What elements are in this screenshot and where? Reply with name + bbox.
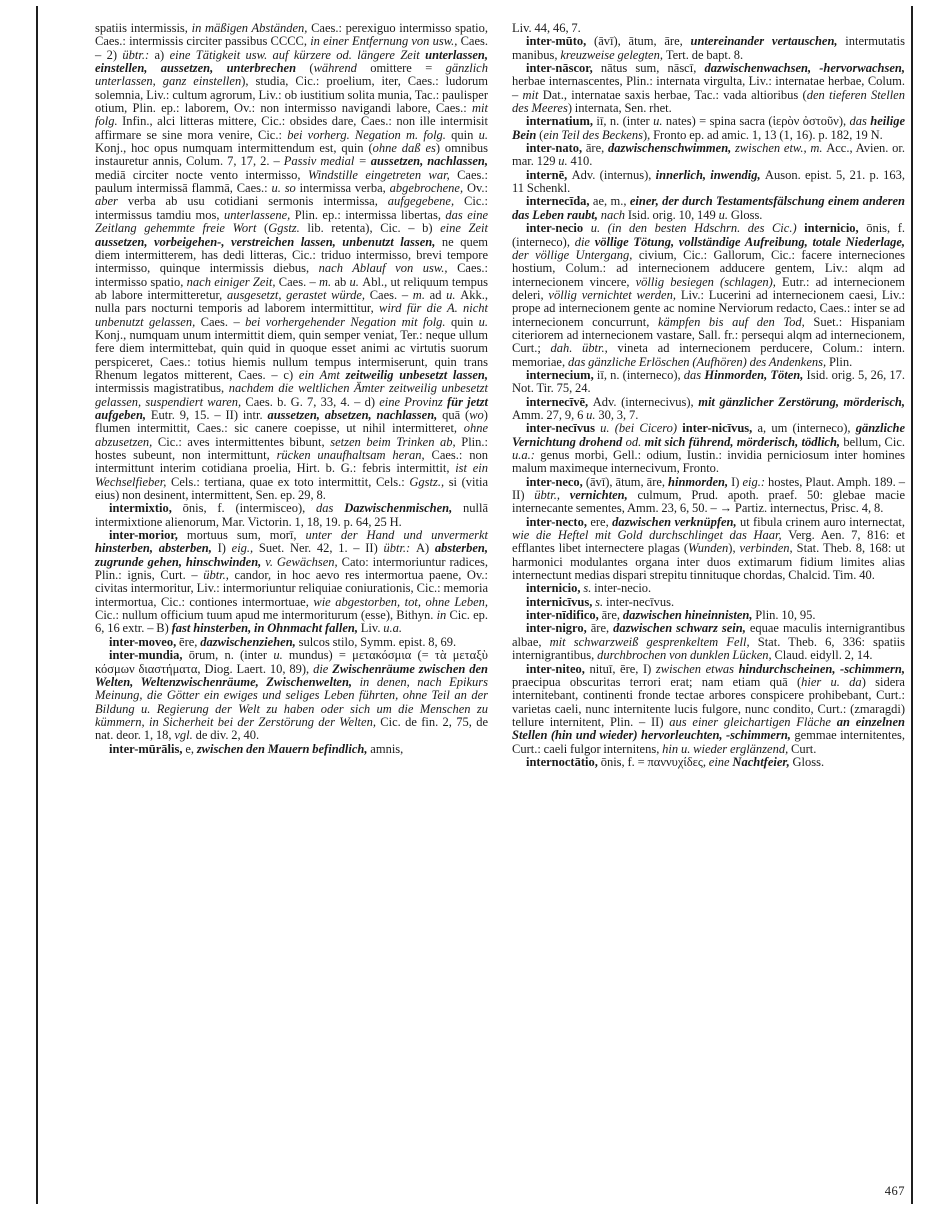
text-segment: ae, m., xyxy=(592,194,630,209)
entry-inter-niteo xyxy=(512,663,905,756)
text-segment: Gloss. xyxy=(730,207,763,222)
headword: inter-nigro, xyxy=(526,621,591,636)
text-segment: ), xyxy=(728,541,740,556)
headword: inter-morior, xyxy=(109,528,187,543)
text-segment: spatiis intermissis, xyxy=(95,21,192,35)
text-segment: s. xyxy=(583,581,595,596)
headword: inter-necīvus xyxy=(526,421,601,436)
text-segment: nach Ablauf von usw., xyxy=(318,261,458,276)
text-segment: völlige Tötung, vollständige Aufreibung, totale Niederlage, xyxy=(594,234,905,249)
text-segment: eine Tätigkeit usw. auf kürzere od. längere Zeit xyxy=(169,47,426,62)
text-segment: ( xyxy=(264,221,269,236)
text-segment: in xyxy=(436,608,450,623)
headword: inter-moveo, xyxy=(109,634,180,649)
text-segment: Amm. 27, 9, 6 xyxy=(512,407,587,422)
text-segment: u. xyxy=(586,407,599,422)
text-segment: āre, xyxy=(601,608,623,623)
entry-internecida xyxy=(512,195,905,222)
text-segment: völlig besiegen (schlagen), xyxy=(635,274,783,289)
text-segment: heilige Bein xyxy=(512,114,905,142)
text-segment: hindurchscheinen, -schimmern, xyxy=(738,661,905,676)
text-segment: durchbrochen von dunklen Lücken, xyxy=(597,648,775,663)
text-segment: das eine Zeitlang gehemmte freie Wort xyxy=(95,207,489,236)
text-segment: de div. 2, 40. xyxy=(195,728,260,743)
text-segment: aussetzen, vorbeigehen-, verstreichen lassen, unbenutzt lassen, xyxy=(95,234,442,249)
text-segment: ōnis, f. (interneco), xyxy=(512,221,905,249)
text-segment: u. xyxy=(446,287,461,302)
text-segment: Claud. eidyll. 2, 14. xyxy=(774,648,873,663)
text-segment: an einzelnen Stellen (hin und wieder) hervorleuchten, -schimmern, xyxy=(512,714,906,743)
headword: inter-nato, xyxy=(526,141,586,156)
text-segment: Caes. – xyxy=(200,314,246,329)
text-segment: übtr., xyxy=(534,488,570,503)
text-segment: wie die Heftel mit Gold durchschlinget das Haar, xyxy=(512,528,789,543)
text-segment: zwischen etw., m. xyxy=(735,141,827,156)
text-segment: ein Teil des Beckens xyxy=(543,127,643,142)
text-segment: od. xyxy=(625,434,645,449)
text-segment: gänzliche Vernichtung drohend xyxy=(512,421,905,449)
text-segment: ere, xyxy=(590,514,613,529)
text-segment: Stat. Theb. 8, 168: ut harmonici modulantes organa inter duos extimarum fidium limites alias internectunt medias dispari strepitu tinnituque chordas, Chalcid. Tim. 40. xyxy=(512,541,906,583)
entry-inter-muralis xyxy=(95,743,488,756)
text-segment: mit folg. xyxy=(95,101,488,129)
text-segment: nituī, ēre, I) xyxy=(589,661,656,676)
text-segment: u. so xyxy=(271,181,300,196)
text-segment: die xyxy=(574,234,595,249)
text-segment: s. xyxy=(595,594,606,609)
text-segment: amnis, xyxy=(370,741,404,756)
text-segment: hinmorden, xyxy=(668,474,732,489)
text-segment: mundus) = μετακόσμια (= τὰ μεταξὺ κόσμων διαστήματα, Diog. Laert. 10, 89), xyxy=(95,648,488,676)
text-segment: ein Amt xyxy=(298,367,346,382)
text-segment: Eutr. 9, 15. – II) intr. xyxy=(150,407,268,422)
text-segment: intermutatis manibus, xyxy=(512,34,906,62)
text-segment: intermissis magistratibus, xyxy=(95,381,229,396)
text-segment: ) flumen intermittit, Caes.: sic canere coepisse, ut nihil intermitteret, xyxy=(95,407,488,436)
text-segment: Adv. (internus), xyxy=(571,167,656,182)
text-segment: Dat., internatae saxis herbae, Tac.: vada altioribus ( xyxy=(542,87,807,102)
text-segment: bei vorhergehender Negation mit folg. xyxy=(245,314,451,329)
text-segment: Hinmorden, Töten, xyxy=(704,367,807,382)
text-segment: Caes. b. G. 7, 33, 4. – d) xyxy=(245,394,380,409)
text-segment: āre, xyxy=(585,141,608,156)
text-segment: Windstille eingetreten war, xyxy=(307,167,458,182)
text-segment: nullā intermixtione alienorum, Mar. Victorin. 1, 18, 19. p. 64, 25 H. xyxy=(95,501,488,529)
text-segment: v. Gewächsen, xyxy=(265,554,342,569)
text-segment: Caes. – 2) xyxy=(95,34,488,62)
text-segment: Abl., ut reliquum tempus ab labore intermitteretur, xyxy=(95,274,489,302)
text-segment: herbae internascentes, Plin.: internata virgulta, Liv.: internatae herbae, Colum. – xyxy=(512,74,905,102)
text-segment: kämpfen bis auf den Tod, xyxy=(657,314,814,329)
text-segment: equae maculis internigrantibus albae, xyxy=(512,621,905,649)
text-segment: Cic.: nullum officium tuum apud me intermoriturum (esse), Bithyn. xyxy=(95,608,437,623)
text-segment: kreuzweise gelegten, xyxy=(560,47,666,62)
text-segment: nach xyxy=(600,207,628,222)
text-segment: mortuus sum, morī, xyxy=(186,528,306,543)
text-segment: genus morbi, Gell.: odium, Iustin.: invidia perniciosum inter homines malum maximeque internecivum, Fronto. xyxy=(512,448,905,476)
text-segment: u. xyxy=(558,154,571,169)
text-segment: vernichten, xyxy=(569,488,638,503)
text-segment: Plin.: hostes subeunt, non intermittunt, xyxy=(95,434,488,462)
text-segment: dazwischen schwarz sein, xyxy=(613,621,750,636)
entry-inter-nidifico xyxy=(512,609,905,622)
text-segment: Liv. 44, 46, 7. xyxy=(512,21,581,35)
text-segment: omittere = xyxy=(370,61,446,76)
text-segment: u. xyxy=(478,127,488,142)
text-segment: Caes.: intermisso spatio, xyxy=(95,261,488,289)
text-segment: mediā circiter nocte vento intermisso, xyxy=(95,167,308,182)
text-segment: dazwischenziehen, xyxy=(200,634,299,649)
text-segment: Verg. Aen. 7, 816: et efflantes libet internectere plagas ( xyxy=(512,528,905,556)
text-segment: Caes.: non intermittunt interim cotidiana proelia, Hirt. b. G.: febris intermittit, xyxy=(95,448,488,476)
text-segment: Akk., nulla pars nocturni temporis ad laborem intermittitur, xyxy=(95,287,489,316)
text-segment: zeitweilig unbesetzt lassen, xyxy=(345,367,488,382)
text-columns xyxy=(95,22,905,769)
text-column-right xyxy=(512,22,905,769)
text-segment: innerlich, inwendig, xyxy=(655,167,765,182)
entry-inter-muto xyxy=(512,35,905,62)
text-segment: hier u. da xyxy=(801,674,862,689)
headword: inter-nāscor, xyxy=(526,61,601,76)
entry-inter-necivus xyxy=(512,422,905,475)
text-segment: Zwischenräume zwischen den Welten, Weltenzwischenräume, Zwischenwelten, xyxy=(95,661,488,689)
text-segment: sulcos stilo, Symm. epist. 8, 69. xyxy=(298,634,457,649)
text-segment: das xyxy=(683,367,705,382)
text-segment: Dazwischenmischen, xyxy=(344,501,463,516)
text-segment: aber xyxy=(95,194,128,209)
text-segment: das gänzliche Erlöschen (Aufhören) des Andenkens, xyxy=(567,354,829,369)
text-segment: dazwischenschwimmen, xyxy=(608,141,736,156)
text-segment: a, um (interneco), xyxy=(757,421,856,436)
text-segment: a) xyxy=(154,47,170,62)
text-segment: culmum, Prud. apoth. praef. 50: glebae macie internecante sementes, Amm. 23, 6, 50. – → Partiz. internectus, Prisc. 4, 8. xyxy=(512,488,905,516)
text-segment: civium, Cic.: Gallorum, Cic.: facere interneciones hostium, Colum.: ad internecionem adducere gentem, Liv.: alqm ad internecionem vincere, xyxy=(512,247,905,289)
text-segment: Ov.: xyxy=(466,181,489,196)
text-segment: Nachtfeier, xyxy=(732,754,793,769)
text-segment: Isid. orig. 10, 149 xyxy=(627,207,719,222)
text-segment: ōnis, f. = παννυχίδες, xyxy=(600,754,709,769)
text-segment: quin xyxy=(451,127,479,142)
text-segment: wo xyxy=(469,407,484,422)
text-segment: Acc., Avien. or. mar. 129 xyxy=(512,141,905,169)
text-segment: Cic. de fin. 2, 75, de nat. deor. 1, 18, xyxy=(95,714,489,743)
text-segment: u. xyxy=(478,314,488,329)
text-segment: völlig vernichtet werden, xyxy=(548,287,681,302)
entry-internoctatio xyxy=(512,756,905,769)
text-segment: das xyxy=(849,114,871,129)
text-segment: fast hinsterben, in Ohnmacht fallen, xyxy=(171,621,361,636)
text-segment: Liv. xyxy=(360,621,384,636)
text-segment: nātus sum, nāscī, xyxy=(600,61,705,76)
text-segment: Isid. orig. 5, 26, 17. Not. Tir. 75, 24. xyxy=(512,367,905,396)
text-segment: in einer Entfernung von usw., xyxy=(310,34,461,49)
text-segment: Gloss. xyxy=(792,754,825,769)
text-segment: Wunden xyxy=(688,541,729,556)
headword: inter-mundia, xyxy=(109,648,189,663)
text-segment: Suet. Ner. 42, 1. – II) xyxy=(258,541,384,556)
headword: inter-nicīvus, xyxy=(682,421,758,436)
text-segment: nach einiger Zeit, xyxy=(186,274,279,289)
text-segment: Cic.: aves intermittentes bibunt, xyxy=(157,434,331,449)
text-segment: den tieferen Stellen des Meeres xyxy=(512,87,905,116)
text-segment: 30, 3, 7. xyxy=(598,407,639,422)
text-segment: rücken unaufhaltsam heran, xyxy=(276,448,432,462)
text-segment: Caes. – xyxy=(278,274,320,289)
headword: inter-necio xyxy=(526,221,591,236)
text-segment: aussetzen, nachlassen, xyxy=(370,154,488,169)
text-segment: ad xyxy=(429,287,447,302)
text-segment: ), studia, Cic.: proelium, iter, Caes.: ludorum solemnia, Liv.: cultum agrorum, Liv.: ob iustitium solita munia, Tac.: paulisper otium, Plin. ep.: laborem, Ov.: non intermisso navigandi labore, Caes.: xyxy=(95,74,488,116)
entry-intermitto-continued xyxy=(95,22,488,502)
text-segment: u. xyxy=(653,114,666,129)
text-segment: absterben, zugrunde gehen, hinschwinden, xyxy=(95,541,488,569)
entry-inter-neco xyxy=(512,476,905,516)
text-segment: gemmae internitentes, Curt.: caeli fulgor internitens, xyxy=(512,728,905,756)
text-segment: Infin., alci litteras mittere, Cic.: obsides dare, Caes.: non ille intermisit affirmare se sine mora venire, Cic.: xyxy=(95,114,488,142)
text-segment: A) xyxy=(415,541,435,556)
entry-internicio xyxy=(512,582,905,595)
text-segment: Cels.: tertiana, quae ex toto intermittit, Cels.: xyxy=(171,474,410,489)
text-segment: ) internata, Sen. rhet. xyxy=(567,101,672,116)
text-segment: Ggstz. xyxy=(268,221,308,236)
text-segment: ut fibula crinem auro internectat, xyxy=(739,514,906,529)
entry-inter-necio xyxy=(512,222,905,369)
text-segment: hin u. wieder erglänzend, xyxy=(662,741,792,756)
text-segment: u. xyxy=(349,274,363,289)
page-number: 467 xyxy=(884,1184,905,1198)
text-column-left xyxy=(95,22,488,769)
text-segment: wird für die A. nicht unbenutzt gelassen, xyxy=(95,301,488,329)
headword: inter-mūto, xyxy=(526,34,595,49)
text-segment: Cic.: intermissus tamdiu mos, xyxy=(95,194,488,222)
entry-inter-necto xyxy=(512,516,905,583)
text-segment: u.a.: xyxy=(512,448,541,462)
text-segment: candor, in hoc aevo res intermortua paene, Ov.: civitas intermoritur, Liv.: intermoriuntur reliquiae coniurationis, Cic.: memoria intermortua, Cic.: contiones intermortuae, xyxy=(95,568,488,609)
text-segment: u. xyxy=(273,648,289,663)
page-edge-rule-left xyxy=(36,6,38,1204)
text-segment: eig., xyxy=(231,541,259,556)
text-segment: für jetzt aufgeben, xyxy=(95,394,488,422)
entry-inter-morior xyxy=(95,529,488,636)
text-segment: ne quem diem intermitterem, has dedi litteras, Cic.: triduo intermisso, brevi tempore intermisso, quinque intermissis diebus, xyxy=(95,234,488,276)
text-segment: mit sich führend, mörderisch, tödlich, xyxy=(644,434,844,449)
text-segment: Plin. ep.: intermissa libertas, xyxy=(294,207,446,222)
text-segment: übtr.: xyxy=(383,541,416,556)
text-segment: ōrum, n. (inter xyxy=(188,648,274,663)
headword: internoctātio, xyxy=(526,754,601,769)
text-segment: eine xyxy=(708,754,733,769)
text-segment: Plin. 10, 95. xyxy=(755,608,816,623)
text-segment: ), Fronto ep. ad amic. 1, 13 (1, 16). p. 182, 19 N. xyxy=(642,127,883,142)
text-segment: in mäßigen Abständen, xyxy=(191,21,312,35)
text-segment: si (vitia eius) non desinent, intermittent, Sen. ep. 29, 8. xyxy=(95,474,488,503)
text-segment: abgebrochene, xyxy=(389,181,467,196)
text-segment: u. (bei Cicero) xyxy=(600,421,683,436)
headword: intermixtio, xyxy=(109,501,183,516)
headword: inter-necto, xyxy=(526,514,591,529)
text-segment: zwischen den Mauern befindlich, xyxy=(196,741,371,756)
text-segment: I) xyxy=(217,541,232,556)
text-segment: dah. übtr., xyxy=(550,341,618,356)
entry-interne xyxy=(512,169,905,196)
text-segment: u. xyxy=(718,207,731,222)
headword: inter-mūrālis, xyxy=(109,741,186,756)
text-segment: Caes.: perexiguo intermisso spatio, Caes.: intermissis circiter passibus CCCC, xyxy=(95,21,489,49)
entry-inter-muralis-continued xyxy=(512,22,905,35)
text-segment: m. xyxy=(319,274,335,289)
headword: internicio, xyxy=(526,581,584,596)
text-segment: ohne daß es xyxy=(372,141,436,156)
text-segment: dazwischenwachsen, -hervorwachsen, xyxy=(704,61,905,76)
text-segment: wie abgestorben, tot, ohne Leben, xyxy=(313,594,488,609)
text-segment: vgl. xyxy=(174,728,196,743)
text-segment: lib. retenta), Cic. – b) xyxy=(307,221,441,236)
text-segment: eine Zeit xyxy=(440,221,488,236)
text-segment: zwischen etwas xyxy=(655,661,739,676)
text-segment: (āvī), ātum, āre, xyxy=(585,474,669,489)
text-segment: dazwischen verknüpfen, xyxy=(612,514,740,529)
text-segment: ēre, xyxy=(179,634,201,649)
text-segment: verbinden, xyxy=(739,541,797,556)
headword: inter-niteo, xyxy=(526,661,590,676)
entry-internicivus xyxy=(512,596,905,609)
text-segment: ohne abzusetzen, xyxy=(95,421,488,449)
headword: internecīda, xyxy=(526,194,593,209)
text-segment: Curt. xyxy=(791,741,817,756)
headword: inter-neco, xyxy=(526,474,586,489)
headword: internicio, xyxy=(804,221,867,236)
text-segment: mit schwarzweiß gesprenkeltem Fell, xyxy=(549,634,758,649)
text-segment: dazwischen hineinnisten, xyxy=(622,608,756,623)
headword: internatium, xyxy=(526,114,597,129)
text-segment: Stat. Theb. 6, 336: spatiis internigrantibus, xyxy=(512,634,906,663)
text-segment: gänzlich unterlassen, ganz einstellen xyxy=(95,61,488,89)
text-segment: ) sidera internitebant, continenti fronde tectae arbores conspicere prohibebant, Curt.: varietas caeli, nunc internitente lucis fulgore, nunc condito, Curt.: (zmaragdi) tellure internitent, Plin. – II) xyxy=(512,674,905,729)
entry-inter-moveo xyxy=(95,636,488,649)
text-segment: eine Provinz xyxy=(379,394,447,409)
text-segment: quin xyxy=(450,314,479,329)
headword: internecium, xyxy=(526,367,597,382)
text-segment: inter-necio. xyxy=(594,581,652,596)
text-segment: nachdem die weltlichen Ämter zeitweilig unbesetzt gelassen, suspendiert waren, xyxy=(95,381,489,409)
entry-internatium xyxy=(512,115,905,142)
text-segment: intermissa verba, xyxy=(299,181,390,196)
text-segment: ) omnibus instauretur annis, Colum. 7, 17, 2. – xyxy=(95,141,488,169)
text-segment: hinsterben, absterben, xyxy=(95,541,218,556)
text-segment: ist ein Wechselfieber, xyxy=(95,461,488,489)
text-segment: u.a. xyxy=(383,621,403,636)
text-segment: Auson. epist. 5, 21. p. 163, 11 Schenkl. xyxy=(512,167,905,196)
text-segment: bei vorherg. Negation m. folg. xyxy=(287,127,452,142)
text-segment: m. xyxy=(412,287,430,302)
text-segment: Caes.: paulum intermissā flammā, Caes.: xyxy=(95,167,488,196)
text-segment: aufgegebene, xyxy=(387,194,465,209)
text-segment: e, xyxy=(185,741,197,756)
text-segment: unterlassene, xyxy=(223,207,295,222)
text-segment: Ggstz., xyxy=(409,474,449,489)
text-segment: Plin. xyxy=(828,354,853,369)
text-segment: unterlassen, einstellen, aussetzen, unterbrechen xyxy=(95,47,488,76)
text-segment: āre, xyxy=(590,621,614,636)
text-segment: ab xyxy=(334,274,350,289)
text-segment: das xyxy=(316,501,345,516)
headword: inter-nīdifico, xyxy=(526,608,602,623)
text-segment: während xyxy=(313,61,371,76)
text-segment: ( xyxy=(309,61,314,76)
entry-inter-nascor xyxy=(512,62,905,115)
entry-intermixtio xyxy=(95,502,488,529)
text-segment: praecipua obscuritas terrori erat; nam etiam quā ( xyxy=(512,674,802,689)
text-segment: u. (in den besten Hdschrn. des Cic.) xyxy=(590,221,805,236)
text-segment: Suet.: Hispaniam citeriorem ad internecionem vastare, Sall. fr.: persequi alqm ad internecionem, Curt.; xyxy=(512,314,905,356)
text-segment: ( xyxy=(539,127,544,142)
text-segment: der völlige Untergang, xyxy=(512,247,639,262)
text-segment: Cic. ep. 6, 16 extr. – B) xyxy=(95,608,488,636)
text-segment: bellum, Cic. xyxy=(843,434,906,449)
text-segment: Konj., hoc opus numquam intermittendum est, quin ( xyxy=(95,141,373,156)
text-segment: Caes. – xyxy=(369,287,413,302)
entry-internecium xyxy=(512,369,905,396)
entry-internecive xyxy=(512,396,905,423)
text-segment: Passiv medial = xyxy=(283,154,371,169)
text-segment: Eutr.: ad internecionem deleri, xyxy=(512,274,905,302)
text-segment: iī, n. (interneco), xyxy=(596,367,684,382)
headword: internicīvus, xyxy=(526,594,596,609)
text-segment: in denen, nach Epikurs Meinung, die Götter ein ewiges und seliges Leben führten, ohne Teil an der Bildung u. Regierung der Welt zu haben oder sich um die Menschen zu kümmern, in Sicherheit bei der Zerstörung der Welten, xyxy=(95,674,488,729)
text-segment: untereinander vertauschen, xyxy=(690,34,846,49)
text-segment: eig.: xyxy=(742,474,769,489)
text-segment: mit xyxy=(522,87,543,102)
text-segment: Tert. de bapt. 8. xyxy=(665,47,744,62)
text-segment: die xyxy=(313,661,333,676)
text-segment: Cato: intermoriuntur radices, Plin.: ignis, Curt. – xyxy=(95,554,488,583)
text-segment: 410. xyxy=(570,154,593,169)
headword: internē, xyxy=(526,167,572,182)
text-segment: (āvī), ātum, āre, xyxy=(594,34,691,49)
text-segment: einer, der durch Testamentsfälschung einem anderen das Leben raubt, xyxy=(512,194,905,222)
headword: internecīvē, xyxy=(526,394,593,409)
text-segment: unter der Hand und unvermerkt xyxy=(305,528,488,543)
text-segment: Konj., numquam unum intermittit diem, quin semper veniat, Ter.: neque ullum fere diem intermittebat, quin quid in quoque esset animi ac virtutis suorum perspiceret, Caes.: totius hiemis nullum tempus intermiserunt, quin trans Rhenum legatos mitterent, Caes. – c) xyxy=(95,327,488,382)
text-segment: mit gänzlicher Zerstörung, mörderisch, xyxy=(698,394,906,409)
page-edge-rule-right xyxy=(911,6,913,1204)
text-segment: hostes, Plaut. Amph. 189. – II) xyxy=(512,474,906,503)
text-segment: ausgesetzt, gerastet würde, xyxy=(226,287,370,302)
entry-inter-nigro xyxy=(512,622,905,662)
text-segment: übtr.: xyxy=(122,47,155,62)
text-segment: verba ab usu cotidiani sermonis intermissa, xyxy=(127,194,388,209)
text-segment: aussetzen, absetzen, nachlassen, xyxy=(267,407,443,422)
text-segment: nates) = spina sacra (ἱερὸν ὀστοῦν), xyxy=(665,114,850,129)
text-segment: ōnis, f. (intermisceo), xyxy=(182,501,317,516)
text-segment: aus einer gleichartigen Fläche xyxy=(669,714,837,729)
entry-inter-mundia xyxy=(95,649,488,742)
text-segment: vineta ad internecionem perducere, Colum.: intern. memoriae, xyxy=(512,341,905,369)
text-segment: iī, n. (inter xyxy=(596,114,654,129)
text-segment: übtr., xyxy=(203,568,235,583)
text-segment: quā ( xyxy=(442,407,470,422)
text-segment: Liv.: Lucerini ad internecionem caesi, Liv.: prope ad internecionem gente ac nomine Nerviorum redacto, Caes.: inter se ad internecionem concurrunt, xyxy=(512,287,906,329)
text-segment: I) xyxy=(731,474,743,489)
text-segment: Adv. (internecivus), xyxy=(592,394,699,409)
entry-inter-nato xyxy=(512,142,905,169)
text-segment: inter-necīvus. xyxy=(605,594,675,609)
text-segment: setzen beim Trinken ab, xyxy=(330,434,462,449)
